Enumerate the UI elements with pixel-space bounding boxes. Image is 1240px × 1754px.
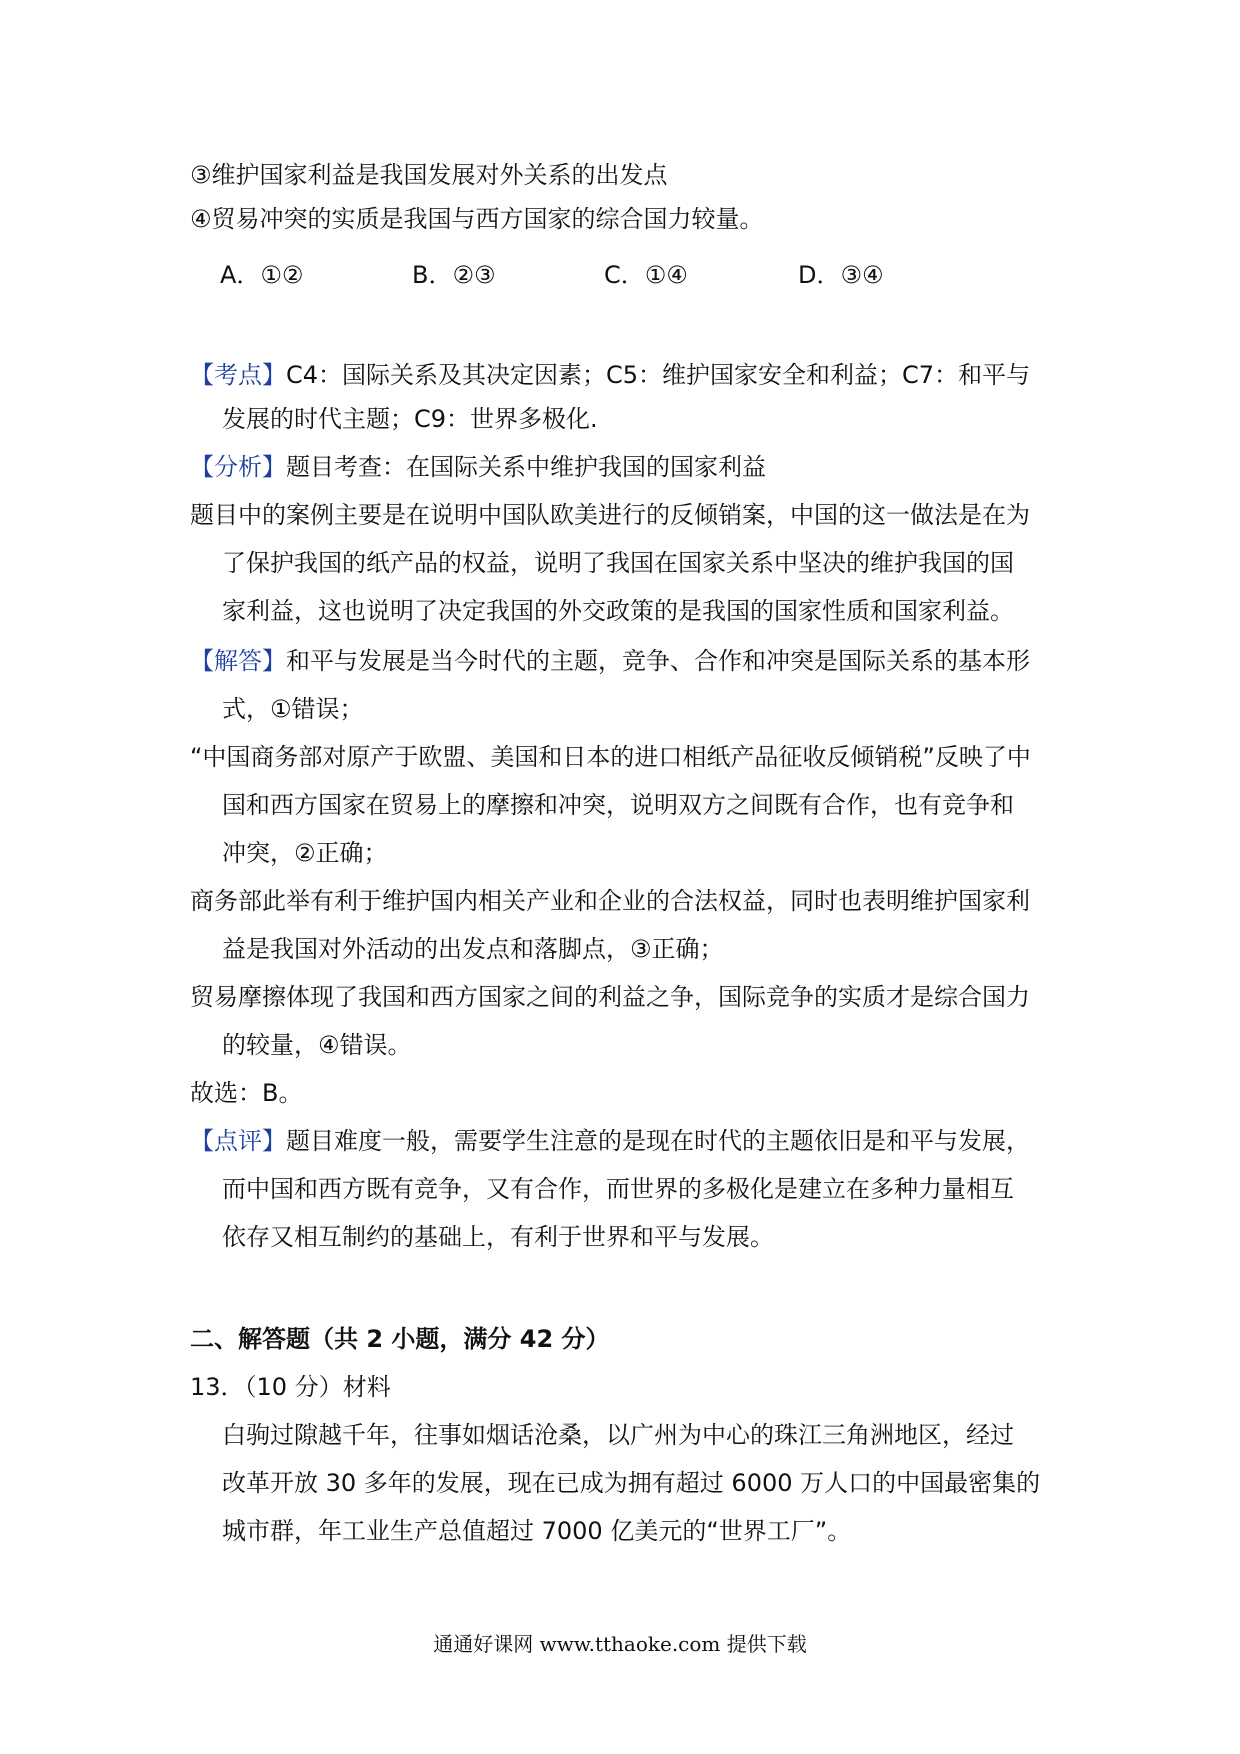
kaodian-line-2: 发展的时代主题；C9：世界多极化. bbox=[222, 405, 598, 433]
jieda-line-6: 商务部此举有利于维护国内相关产业和企业的合法权益，同时也表明维护国家利 bbox=[190, 887, 1030, 915]
option-a: A．①② bbox=[220, 261, 304, 289]
jieda-answer: 故选：B。 bbox=[190, 1079, 303, 1107]
statement-3: ③维护国家利益是我国发展对外关系的出发点 bbox=[190, 161, 668, 189]
material-line-3: 城市群，年工业生产总值超过 7000 亿美元的“世界工厂”。 bbox=[222, 1517, 852, 1545]
dianping-line-3: 依存又相互制约的基础上，有利于世界和平与发展。 bbox=[222, 1223, 774, 1251]
dianping-line-1 bbox=[190, 1124, 1070, 1158]
jieda-line-4: 国和西方国家在贸易上的摩擦和冲突，说明双方之间既有合作，也有竞争和 bbox=[222, 791, 1014, 819]
kaodian-tag: 【考点】 bbox=[190, 361, 286, 389]
option-b: B．②③ bbox=[412, 261, 496, 289]
dianping-line-2: 而中国和西方既有竞争，又有合作，而世界的多极化是建立在多种力量相互 bbox=[222, 1175, 1014, 1203]
dianping-tag: 【点评】 bbox=[190, 1127, 286, 1155]
jieda-line-3: “中国商务部对原产于欧盟、美国和日本的进口相纸产品征收反倾销税”反映了中 bbox=[190, 743, 1031, 771]
statement-4: ④贸易冲突的实质是我国与西方国家的综合国力较量。 bbox=[190, 205, 764, 233]
dianping-text: 题目难度一般，需要学生注意的是现在时代的主题依旧是和平与发展， bbox=[286, 1127, 1030, 1155]
jieda-line-8: 贸易摩擦体现了我国和西方国家之间的利益之争，国际竞争的实质才是综合国力 bbox=[190, 983, 1030, 1011]
jieda-line-1 bbox=[190, 644, 1070, 678]
fenxi-para-2: 了保护我国的纸产品的权益，说明了我国在国家关系中坚决的维护我国的国 bbox=[222, 549, 1014, 577]
jieda-text: 和平与发展是当今时代的主题，竞争、合作和冲突是国际关系的基本形 bbox=[286, 647, 1030, 675]
material-line-2: 改革开放 30 多年的发展，现在已成为拥有超过 6000 万人口的中国最密集的 bbox=[222, 1469, 1041, 1497]
answer-options bbox=[220, 258, 1040, 292]
jieda-tag: 【解答】 bbox=[190, 647, 286, 675]
jieda-line-5: 冲突，②正确； bbox=[222, 839, 388, 867]
fenxi-text: 题目考查：在国际关系中维护我国的国家利益 bbox=[286, 453, 766, 481]
fenxi-para-3: 家利益，这也说明了决定我国的外交政策的是我国的国家性质和国家利益。 bbox=[222, 597, 1014, 625]
question-13: 13．（10 分）材料 bbox=[190, 1373, 391, 1401]
fenxi-para-1: 题目中的案例主要是在说明中国队欧美进行的反倾销案，中国的这一做法是在为 bbox=[190, 501, 1030, 529]
section-2-heading: 二、解答题（共 2 小题，满分 42 分） bbox=[190, 1325, 610, 1353]
option-c: C．①④ bbox=[604, 261, 688, 289]
material-line-1: 白驹过隙越千年，往事如烟话沧桑，以广州为中心的珠江三角洲地区，经过 bbox=[222, 1421, 1014, 1449]
kaodian-line-1 bbox=[190, 358, 1070, 392]
jieda-line-7: 益是我国对外活动的出发点和落脚点，③正确； bbox=[222, 935, 724, 963]
jieda-line-9: 的较量，④错误。 bbox=[222, 1031, 412, 1059]
fenxi-line-1 bbox=[190, 450, 1070, 484]
option-d: D．③④ bbox=[798, 261, 884, 289]
page-footer: 通通好课网 www.tthaoke.com 提供下载 bbox=[433, 1632, 807, 1656]
jieda-line-2: 式，①错误； bbox=[222, 695, 364, 723]
kaodian-text: C4：国际关系及其决定因素；C5：维护国家安全和利益；C7：和平与 bbox=[286, 361, 1031, 389]
fenxi-tag: 【分析】 bbox=[190, 453, 286, 481]
